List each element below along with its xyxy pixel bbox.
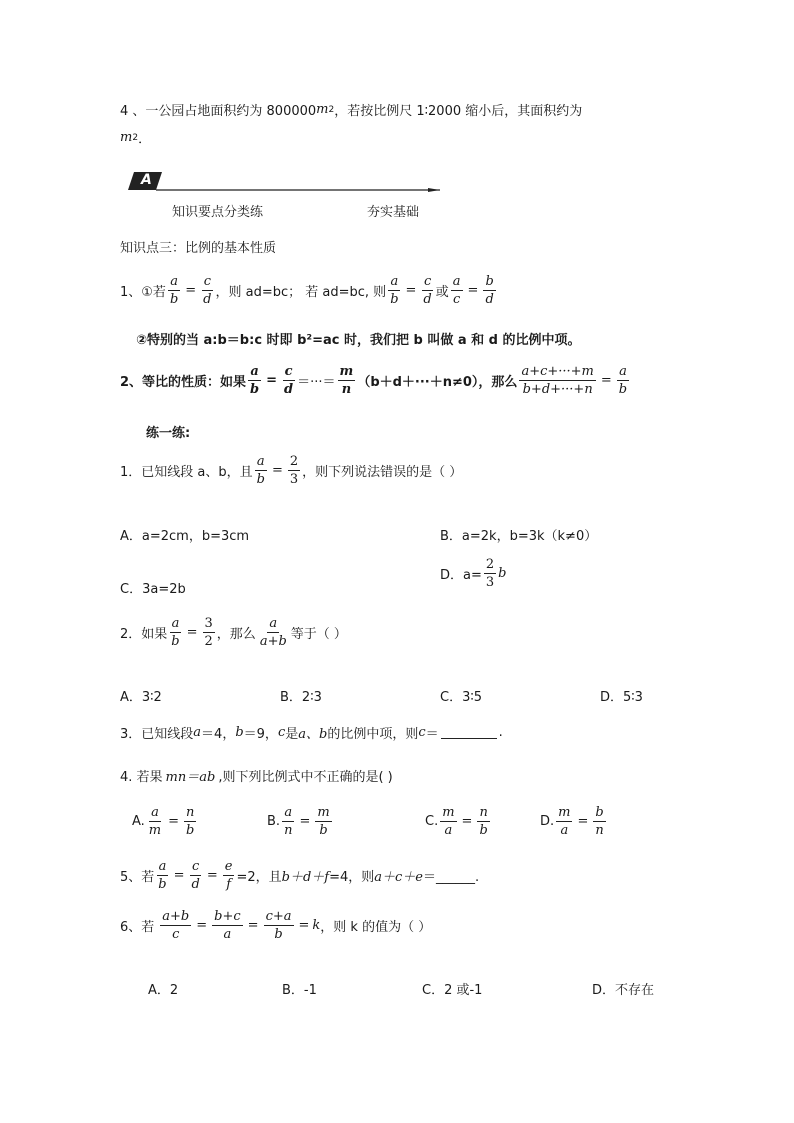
problem-6-stem: 6、若 $\frac{a+b}{c}$ = $\frac{b+c}{a}$ = $\frac{c+a}{b}$ = k ，则 k 的值为（ ）	[120, 909, 432, 942]
banner-right-label: 夯实基础	[367, 205, 420, 220]
banner-left-label: 知识要点分类练	[172, 205, 264, 220]
section-banner	[128, 168, 448, 200]
fraction-a-over-b-2: $\frac{a}{b}$	[390, 274, 399, 307]
fraction-a-over-b-p2-result: $\frac{a}{b}$	[618, 364, 628, 397]
fraction-c-over-d-p2: $\frac{c}{d}$	[284, 364, 294, 397]
property-2: 2、等比的性质：如果 $\frac{a}{b}$ = $\frac{c}{d}$ ＝···＝ $\frac{m}{n}$ （b＋d＋···＋n≠0），那么 $\frac{a+c+\cdot\cdot\cdot+m}{b+d+\cdot\cdot\cdot+n}$ = $\frac{a}{b}$	[120, 364, 628, 397]
q4-line1: 4 、一公园占地面积约为 800000 m 2 ，若按比例尺 1∶2000 缩小后，其面积约为	[120, 102, 583, 119]
p2-stem-b: ，那么	[216, 627, 256, 642]
p2-stem-a: 2．如果	[120, 627, 168, 642]
p4-option-d[interactable]: D. $\frac{m}{a}$ = $\frac{b}{n}$	[540, 805, 604, 838]
banner-graphic	[128, 168, 448, 200]
fraction-2-over-3-d: $\frac{2}{3}$	[485, 557, 495, 590]
fraction-a-over-c: $\frac{a}{c}$	[452, 274, 461, 307]
fraction-a-over-b-q1: $\frac{a}{b}$	[256, 454, 265, 487]
problem-5: 5、若 $\frac{a}{b}$ = $\frac{c}{d}$ = $\frac{e}{f}$ =2，且 b＋d＋f =4，则 a＋c＋e ＝______.	[120, 859, 480, 892]
fraction-a-over-b-p2: $\frac{a}{b}$	[250, 364, 260, 397]
fraction-b-over-d: $\frac{b}{d}$	[485, 274, 494, 307]
p6-option-d[interactable]: D．不存在	[592, 983, 655, 998]
prop2-prefix: 2、等比的性质：如果	[120, 375, 247, 390]
property-1: 1、①若 $\frac{a}{b}$ = $\frac{c}{d}$ ，则 ad=bc； 若 ad=bc, 则 $\frac{a}{b}$ = $\frac{c}{d}$ 或 $\frac{a}{c}$ = $\frac{b}{d}$	[120, 274, 494, 307]
fraction-c-over-d: $\frac{c}{d}$	[203, 274, 212, 307]
prop2-dots: ＝···＝	[297, 375, 336, 390]
prop2-cond: （b＋d＋···＋n≠0），那么	[357, 375, 518, 390]
problem-4-stem: 4. 若果 mn＝ab ,则下列比例式中不正确的是( )	[120, 770, 393, 785]
q4-unit-2: m	[120, 130, 133, 145]
p5-answer-blank[interactable]: ＝______.	[423, 870, 480, 885]
p6-option-a[interactable]: A．2	[148, 983, 179, 998]
p2-option-d[interactable]: D．5∶3	[600, 690, 643, 705]
p1-option-c[interactable]: C．3a=2b	[120, 582, 186, 597]
p1-option-b[interactable]: B．a=2k，b=3k（k≠0）	[440, 529, 598, 544]
q4-text-b: ，若按比例尺 1∶2000 缩小后，其面积约为	[334, 104, 583, 119]
p6-option-c[interactable]: C．2 或-1	[422, 983, 483, 998]
p1-option-a[interactable]: A．a=2cm，b=3cm	[120, 529, 250, 544]
p1-d-suffix: b	[498, 566, 507, 581]
p3-answer-blank[interactable]	[441, 726, 497, 739]
fraction-m-over-n: $\frac{m}{n}$	[339, 364, 354, 397]
fraction-2-over-3: $\frac{2}{3}$	[289, 454, 299, 487]
fraction-a-over-b: $\frac{a}{b}$	[169, 274, 179, 307]
p4-option-a[interactable]: A. $\frac{a}{m}$ = $\frac{n}{b}$	[132, 805, 195, 838]
prop1-prefix: 1、①若	[120, 285, 166, 300]
q4-unit: m	[316, 102, 329, 117]
problem-2-stem: 2．如果 $\frac{a}{b}$ = $\frac{3}{2}$ ，那么 $\frac{a}{a+b}$ 等于（ ）	[120, 616, 347, 649]
p1-option-d[interactable]	[440, 558, 506, 589]
p6-option-b[interactable]: B．-1	[282, 983, 317, 998]
section-title: 知识点三：比例的基本性质	[120, 241, 277, 256]
fraction-3-over-2: $\frac{3}{2}$	[204, 616, 213, 649]
q4-line2: m 2 ．	[120, 130, 152, 147]
p4-option-c[interactable]: C. $\frac{m}{a}$ = $\frac{n}{b}$	[425, 805, 488, 838]
problem-3: 3．已知线段 a ＝4， b ＝9， c 是 a、b 的比例中项，则 c ＝ .	[120, 725, 503, 742]
p2-option-c[interactable]: C．3∶5	[440, 690, 483, 705]
p2-option-a[interactable]: A．3∶2	[120, 690, 162, 705]
p2-stem-c: 等于（ ）	[290, 627, 347, 642]
p4-option-b[interactable]: B. $\frac{a}{n}$ = $\frac{m}{b}$	[267, 805, 330, 838]
prop1-line2: ②特别的当 a:b＝b:c 时即 b²=ac 时，我们把 b 叫做 a 和 d 的比例中项。	[136, 333, 581, 348]
banner-badge: A	[141, 172, 152, 188]
p1-stem-a: 1．已知线段 a、b，且	[120, 465, 253, 480]
p1-d-prefix: D．a=	[440, 568, 482, 583]
fraction-sum-ratio: $\frac{a+c+\cdot\cdot\cdot+m}{b+d+\cdot\cdot\cdot+n}$	[521, 364, 594, 397]
fraction-a-over-b-q2: $\frac{a}{b}$	[171, 616, 180, 649]
p1-stem-b: ，则下列说法错误的是（ ）	[302, 465, 463, 480]
prop1-or: 或	[435, 285, 449, 300]
q4-text-a: 4 、一公园占地面积约为 800000	[120, 104, 317, 119]
problem-1-stem: 1．已知线段 a、b，且 $\frac{a}{b}$ = $\frac{2}{3}$ ，则下列说法错误的是（ ）	[120, 454, 463, 487]
fraction-c-over-d-2: $\frac{c}{d}$	[423, 274, 432, 307]
fraction-a-over-a-plus-b: $\frac{a}{a+b}$	[259, 616, 287, 649]
practice-title: 练一练:	[146, 426, 191, 441]
prop1-then: ，则 ad=bc； 若 ad=bc, 则	[215, 285, 387, 300]
q4-end: ．	[138, 132, 152, 147]
p2-option-b[interactable]: B．2∶3	[280, 690, 322, 705]
